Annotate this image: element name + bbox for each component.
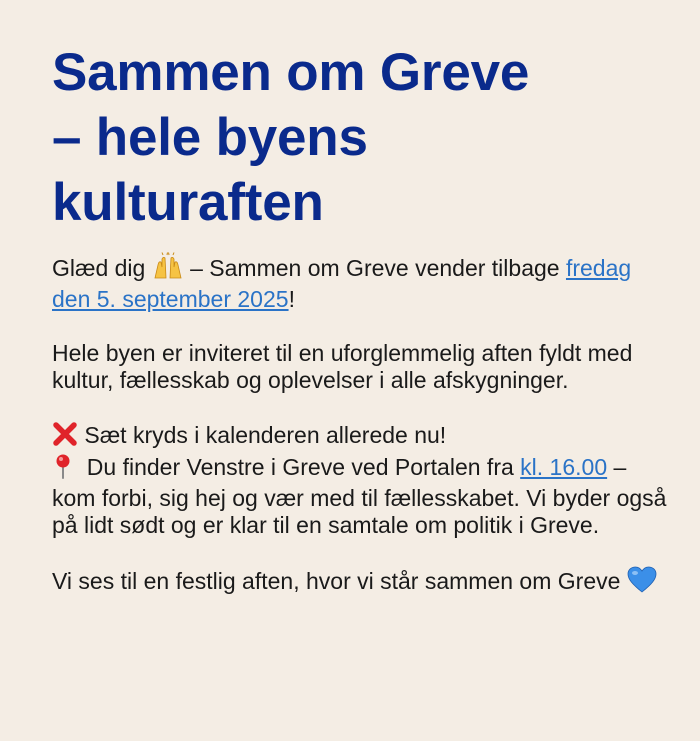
blue-heart-icon [627,566,657,599]
title-line-1: Sammen om Greve [52,43,530,102]
location-text-continued: – kom forbi, sig hej og vær med til fællesskabet. Vi byder også på lidt sødt og er klar til en samtale om politik i Greve. [52,454,667,538]
location-text: Du finder Venstre i Greve ved Portalen fra [74,454,521,480]
invitation-paragraph: Hele byen er inviteret til en uforglemmelig aften fyldt med kultur, fællesskab og oplevelser i alle afskygninger. [52,340,633,393]
intro-text-end: ! [288,286,295,312]
post-body [52,252,672,599]
post-content [52,40,672,599]
event-time-link[interactable]: kl. 16.00 [520,454,608,480]
title-line-2: – hele byens [52,108,368,167]
event-date-link[interactable]: fredag den 5. september 2025 [52,255,632,312]
closing-paragraph [52,566,672,599]
intro-paragraph [52,252,672,313]
calendar-reminder-text: Sæt kryds i kalenderen allerede nu! [78,422,447,448]
details-paragraph [52,421,672,539]
closing-text: Vi ses til en festlig aften, hvor vi står sammen om Greve [52,568,627,594]
cross-mark-icon [52,421,78,453]
raising-hands-icon [152,252,184,286]
intro-text-start: Glæd dig [52,255,152,281]
pushpin-icon [52,453,74,485]
title-line-3: kulturaften [52,173,324,232]
page-title [52,40,672,235]
intro-text-middle: – Sammen om Greve vender tilbage [183,255,566,281]
